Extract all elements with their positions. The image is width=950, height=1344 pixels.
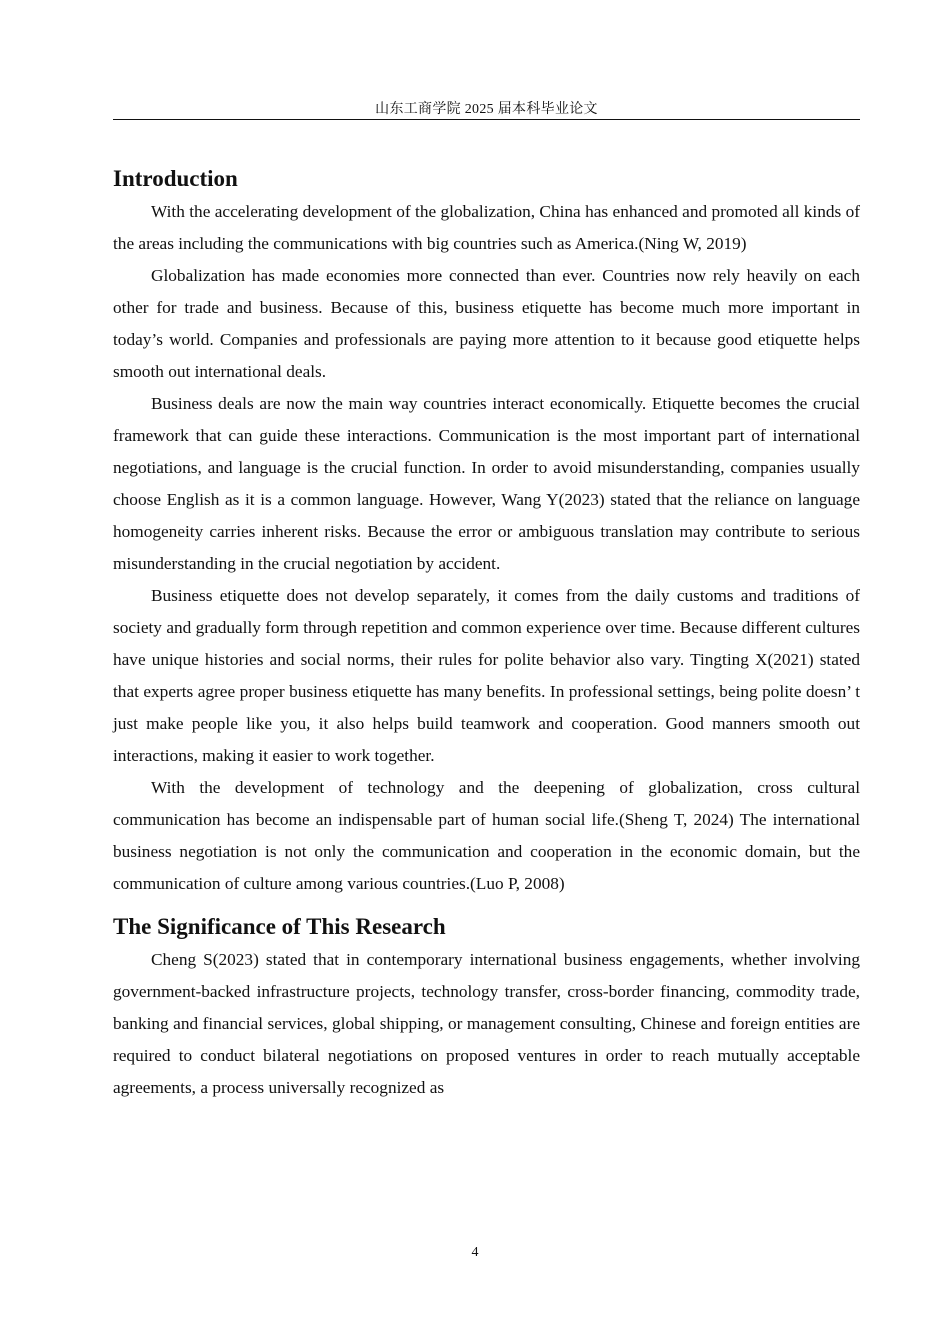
section-heading-introduction: Introduction — [113, 166, 238, 191]
paragraph: Cheng S(2023) stated that in contemporary international business engagements, whether involving government-backed infrastructure projects, technology transfer, cross-border financing, commodity trade, banking and financial services, global shipping, or management consulting, Chinese and foreign entities are required to conduct bilateral negotiations on proposed ventures in order to reach mutually acceptable agreements, a process universally recognized as — [113, 950, 860, 1097]
section-heading-significance: The Significance of This Research — [113, 914, 446, 939]
page-number: 4 — [471, 1245, 479, 1260]
paragraph: With the accelerating development of the globalization, China has enhanced and promoted all kinds of the areas including the communications with big countries such as America.(Ning W, 2019) — [113, 202, 860, 253]
paragraph: Globalization has made economies more connected than ever. Countries now rely heavily on each other for trade and business. Because of this, business etiquette has become much more important in today’s world. Companies and professionals are paying more attention to it because good etiquette helps smooth out international deals. — [113, 266, 860, 381]
paragraph: Business etiquette does not develop separately, it comes from the daily customs and traditions of society and gradually form through repetition and common experience over time. Because different cultures have unique histories and social norms, their rules for polite behavior also vary. Tingting X(2021) stated that experts agree proper business etiquette has many benefits. In professional settings, being polite doesn’ t just make people like you, it also helps build teamwork and cooperation. Good manners smooth out interactions, making it easier to work together. — [113, 586, 860, 765]
header-rule — [113, 119, 860, 120]
page-body — [113, 162, 860, 1104]
paragraph: Business deals are now the main way countries interact economically. Etiquette becomes the crucial framework that can guide these interactions. Communication is the most important part of international negotiations, and language is the crucial function. In order to avoid misunderstanding, companies usually choose English as it is a common language. However, Wang Y(2023) stated that the reliance on language homogeneity carries inherent risks. Because the error or ambiguous translation may contribute to serious misunderstanding in the crucial negotiation by accident. — [113, 394, 860, 573]
running-header: 山东工商学院 2025 届本科毕业论文 — [375, 102, 598, 117]
paragraph: With the development of technology and the deepening of globalization, cross cultural communication has become an indispensable part of human social life.(Sheng T, 2024) The international business negotiation is not only the communication and cooperation in the economic domain, but the communication of culture among various countries.(Luo P, 2008) — [113, 778, 860, 893]
